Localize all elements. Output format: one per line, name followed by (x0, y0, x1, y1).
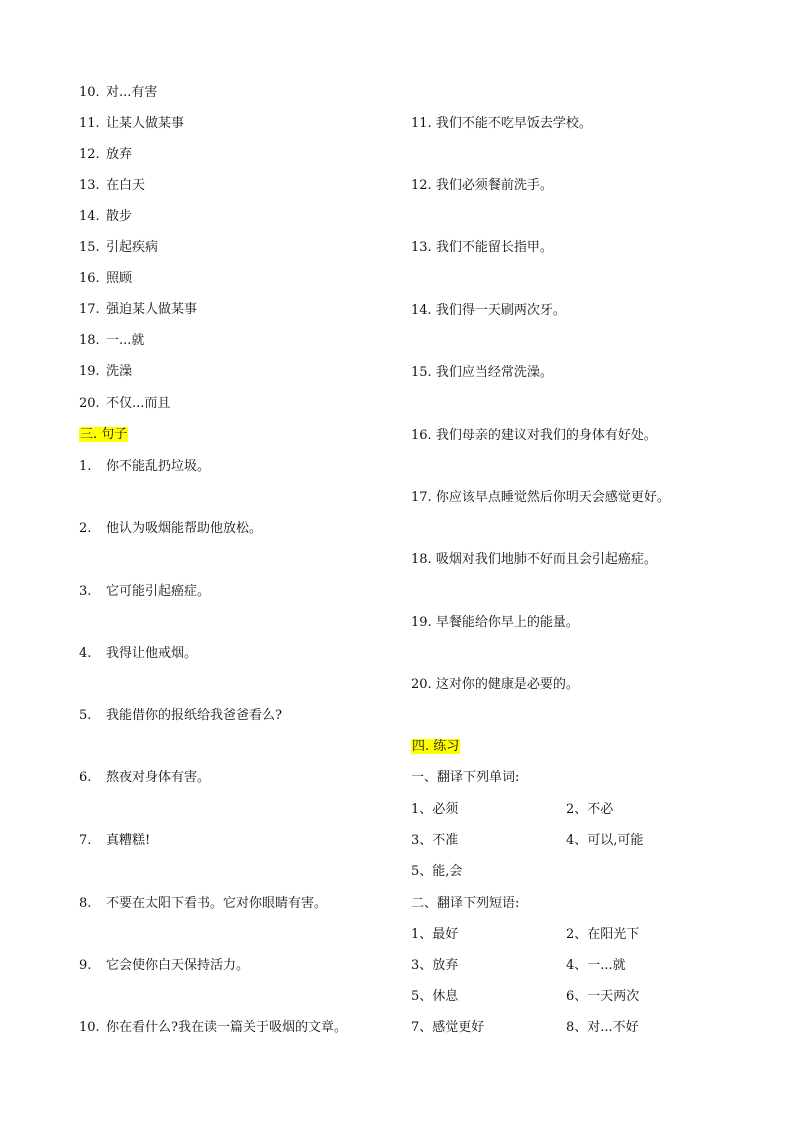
exercise-item: 5、能,会 (411, 864, 463, 879)
exercise-title: 二、翻译下列短语: (411, 896, 520, 911)
phrase-item: 16. 照顾 (79, 271, 133, 286)
sentence-item: 8. 不要在太阳下看书。它对你眼睛有害。 (79, 896, 328, 911)
sentence-item: 17. 你应该早点睡觉然后你明天会感觉更好。 (411, 490, 670, 505)
exercise-item: 3、放弃 (411, 958, 459, 973)
exercise-item: 6、一天两次 (566, 989, 640, 1004)
sentence-item: 18. 吸烟对我们地肺不好而且会引起癌症。 (411, 552, 657, 567)
section-heading-exercises: 四. 练习 (412, 739, 460, 754)
exercise-item: 4、一...就 (566, 958, 626, 973)
sentence-item: 7. 真糟糕! (79, 833, 151, 848)
sentence-item: 20. 这对你的健康是必要的。 (411, 677, 579, 692)
phrase-item: 10. 对...有害 (79, 85, 158, 100)
exercise-item: 5、休息 (411, 989, 459, 1004)
sentence-item: 14. 我们得一天刷两次牙。 (411, 303, 566, 318)
sentence-item: 1. 你不能乱扔垃圾。 (79, 459, 211, 474)
section-heading-sentences: 三. 句子 (80, 427, 128, 442)
exercise-item: 1、必须 (411, 802, 459, 817)
exercise-item: 2、不必 (566, 802, 614, 817)
sentence-item: 9. 它会使你白天保持活力。 (79, 958, 250, 973)
sentence-item: 15. 我们应当经常洗澡。 (411, 365, 553, 380)
sentence-item: 11. 我们不能不吃早饭去学校。 (411, 116, 592, 131)
phrase-item: 17. 强迫某人做某事 (79, 302, 198, 317)
phrase-item: 14. 散步 (79, 209, 133, 224)
sentence-item: 3. 它可能引起癌症。 (79, 584, 211, 599)
sentence-item: 10. 你在看什么?我在读一篇关于吸烟的文章。 (79, 1020, 347, 1035)
sentence-item: 19. 早餐能给你早上的能量。 (411, 615, 579, 630)
exercise-item: 7、感觉更好 (411, 1020, 485, 1035)
exercise-item: 2、在阳光下 (566, 927, 640, 942)
phrase-item: 15. 引起疾病 (79, 240, 159, 255)
sentence-item: 6. 熬夜对身体有害。 (79, 770, 211, 785)
sentence-item: 2. 他认为吸烟能帮助他放松。 (79, 521, 263, 536)
phrase-item: 12. 放弃 (79, 147, 133, 162)
sentence-item: 4. 我得让他戒烟。 (79, 646, 198, 661)
phrase-item: 11. 让某人做某事 (79, 116, 185, 131)
phrase-item: 19. 洗澡 (79, 364, 133, 379)
sentence-item: 5. 我能借你的报纸给我爸爸看么? (79, 708, 282, 723)
phrase-item: 13. 在白天 (79, 178, 146, 193)
phrase-item: 18. 一...就 (79, 333, 145, 348)
phrase-item: 20. 不仅...而且 (79, 396, 171, 411)
sentence-item: 13. 我们不能留长指甲。 (411, 240, 553, 255)
exercise-item: 3、不准 (411, 833, 459, 848)
exercise-title: 一、翻译下列单词: (411, 770, 520, 785)
exercise-item: 8、对...不好 (566, 1020, 639, 1035)
exercise-item: 1、最好 (411, 927, 459, 942)
exercise-item: 4、可以,可能 (566, 833, 644, 848)
sentence-item: 16. 我们母亲的建议对我们的身体有好处。 (411, 428, 657, 443)
sentence-item: 12. 我们必须餐前洗手。 (411, 178, 553, 193)
